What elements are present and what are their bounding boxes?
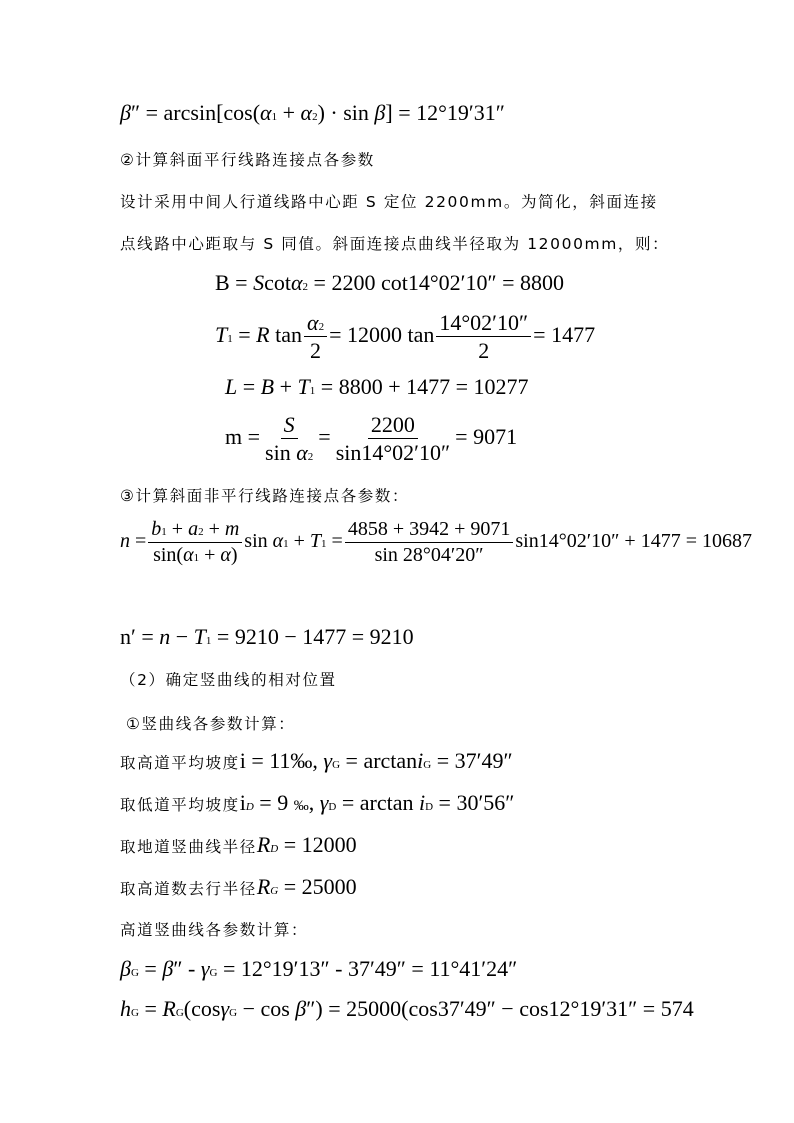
paragraph-line-2: 点线路中心距取与 S 同值。斜面连接点曲线半径取为 12000mm，则：	[120, 235, 670, 253]
step1-title: ①竖曲线各参数计算：	[126, 715, 296, 733]
low-slope-text: 取低道平均坡度	[120, 796, 240, 814]
equation-beta: β″ = arcsin[cos(α1 + α2) · sin β] = 12°19′31″	[120, 100, 505, 125]
high-slope-line: 取高道平均坡度i = 11‰, γG = arctaniG = 37′49″	[120, 748, 513, 773]
equation-n: n = $\frac{b1 + a2 + m}{\sin(\alpha 1 + \alpha)}$ sin α1 + T1 = $\frac{4858 + 3942 + 9071}{\sin 28^\circ 04'20''}$ sin14°02′10″ + 1477 = 10687	[120, 518, 752, 566]
high-slope-text: 取高道平均坡度	[120, 754, 240, 772]
high-radius-line: 取高道数去行半径RG = 25000	[120, 874, 357, 899]
low-radius-text: 取地道竖曲线半径	[120, 838, 257, 856]
equation-B: B = Scotα2 = 2200 cot14°02′10″ = 8800	[215, 270, 565, 295]
high-calc-title: 高道竖曲线各参数计算：	[120, 921, 309, 939]
step3-title: ③计算斜面非平行线路连接点各参数：	[120, 487, 410, 505]
equation-n-prime: n′ = n − T1 = 9210 − 1477 = 9210	[120, 624, 414, 649]
paragraph-line-1: 设计采用中间人行道线路中心距 S 定位 2200mm。为简化，斜面连接	[120, 193, 658, 211]
equation-m: m = $\frac{S}{\text{sin α2}}$ = $\frac{2200}{\sin 14^\circ 02'10''}$ = 9071	[225, 412, 518, 466]
equation-hG: hG = RG(cosγG − cos β″) = 25000(cos37′49″ − cos12°19′31″ = 574	[120, 996, 694, 1021]
high-radius-text: 取高道数去行半径	[120, 880, 257, 898]
equation-T1: T1 = R tan $\frac{\alpha 2}{2}$ = 12000 tan $\frac{14^\circ 02'10''}{2}$ = 1477	[215, 310, 596, 364]
section-2-title: （2）确定竖曲线的相对位置	[120, 671, 337, 689]
equation-L: L = B + T1 = 8800 + 1477 = 10277	[225, 374, 529, 399]
step2-title: ②计算斜面平行线路连接点各参数	[120, 151, 375, 169]
low-radius-line: 取地道竖曲线半径RD = 12000	[120, 832, 357, 857]
equation-betaG: βG = β″ - γG = 12°19′13″ - 37′49″ = 11°41′24″	[120, 956, 518, 981]
low-slope-line: 取低道平均坡度iD = 9 ‰, γD = arctan iD = 30′56″	[120, 790, 515, 815]
